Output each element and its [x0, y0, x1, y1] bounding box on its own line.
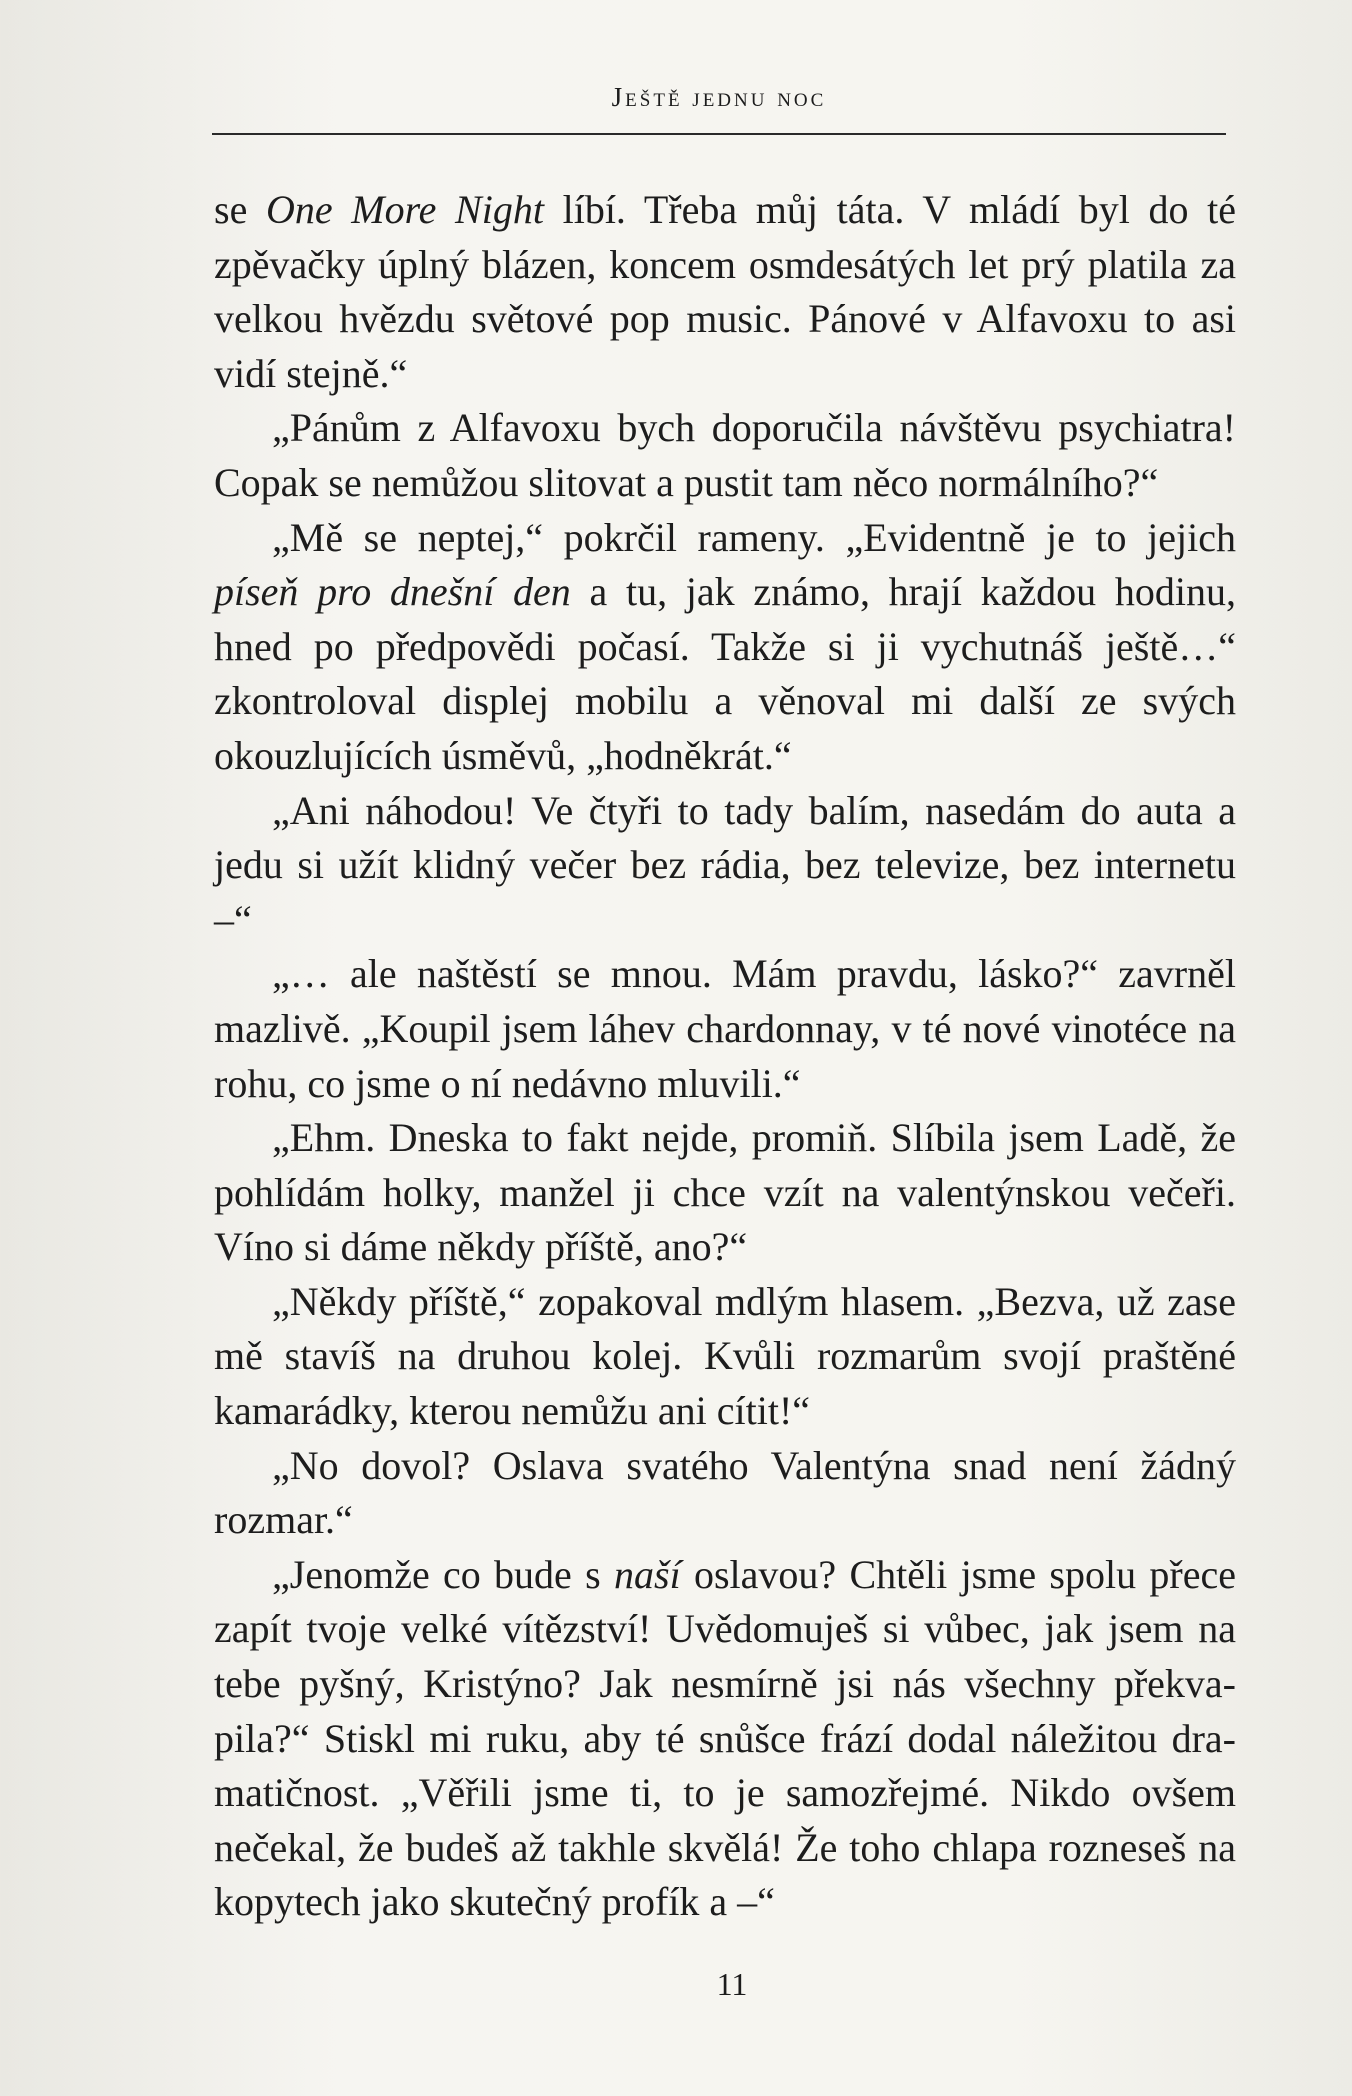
- paragraph: [214, 1111, 1236, 1275]
- text-run: „Jenomže co bude s: [272, 1551, 614, 1597]
- paragraph: [214, 511, 1236, 784]
- paragraph: [214, 784, 1236, 948]
- paragraph: [214, 183, 1236, 401]
- text-run: oslavou? Chtěli jsme spolu přece zapít tvoje velké vítězství! Uvědomuješ si vůbec, jak jsem na tebe pyšný, Kristýno? Jak nesmírně jsi nás všechny překvapila?“ Stiskl mi ruku, aby té snůšce frází dodal náležitou dramatičnost. „Věřili jsme ti, to je samozřejmé. Nikdo ovšem nečekal, že budeš až takhle skvělá! Že toho chlapa rozneseš na kopytech jako skutečný profík a –“: [214, 1551, 1236, 1925]
- body-text: [214, 183, 1236, 1930]
- text-run: se: [214, 187, 266, 232]
- text-run: „Mě se neptej,“ pokrčil rameny. „Evidentně je to jejich: [272, 514, 1236, 560]
- text-run: „… ale naštěstí se mnou. Mám pravdu, lásko?“ zavrněl mazlivě. „Koupil jsem láhev chardonnay, v té nové vinotéce na rohu, co jsme o ní nedávno mluvili.“: [214, 951, 1236, 1106]
- text-run: „No dovol? Oslava svatého Valentýna snad není žádný rozmar.“: [214, 1442, 1236, 1543]
- paragraph: [214, 1439, 1236, 1548]
- page-number: 11: [716, 1966, 748, 2002]
- text-run: „Ehm. Dneska to fakt nejde, promiň. Slíbila jsem Ladě, že pohlídám holky, manžel ji chce vzít na valentýnskou večeři. Víno si dáme někdy příště, ano?“: [214, 1115, 1236, 1270]
- text-run: „Ani náhodou! Ve čtyři to tady balím, nasedám do auta a jedu si užít klidný večer bez rádia, bez televize, bez internetu –“: [214, 787, 1236, 942]
- italic-phrase: One More Night: [265, 187, 544, 232]
- paragraph: [214, 947, 1236, 1111]
- text-run: „Někdy příště,“ zopakoval mdlým hlasem. „Bezva, už zase mě stavíš na druhou kolej. Kvůli rozmarům svojí praštěné kamarádky, kterou nemůžu ani cítit!“: [214, 1278, 1236, 1434]
- paragraph: [214, 1548, 1236, 1930]
- italic-phrase: naší: [614, 1551, 681, 1597]
- text-run: „Pánům z Alfavoxu bych doporučila návštěvu psychiatra! Copak se nemůžou slitovat a pustit tam něco normálního?“: [214, 405, 1236, 505]
- text-run: a tu, jak známo, hrají každou hodinu, hned po předpovědi počasí. Takže si ji vychutnáš ještě…“ zkontroloval displej mobilu a věnoval mi další ze svých okouzlujících úsměvů, „hodněkrát.“: [214, 569, 1237, 778]
- paragraph: [214, 1275, 1236, 1439]
- text-run: líbí. Třeba můj táta. V mládí byl do té zpěvačky úplný blázen, koncem osmdesátých let prý platila za velkou hvězdu světové pop music. Pánové v Alfavoxu to asi vidí stejně.“: [214, 187, 1237, 396]
- italic-phrase: píseň pro dnešní den: [214, 569, 571, 615]
- running-head: Ještě jednu noc: [611, 82, 827, 112]
- header-rule: [212, 133, 1226, 135]
- paragraph: [214, 401, 1236, 510]
